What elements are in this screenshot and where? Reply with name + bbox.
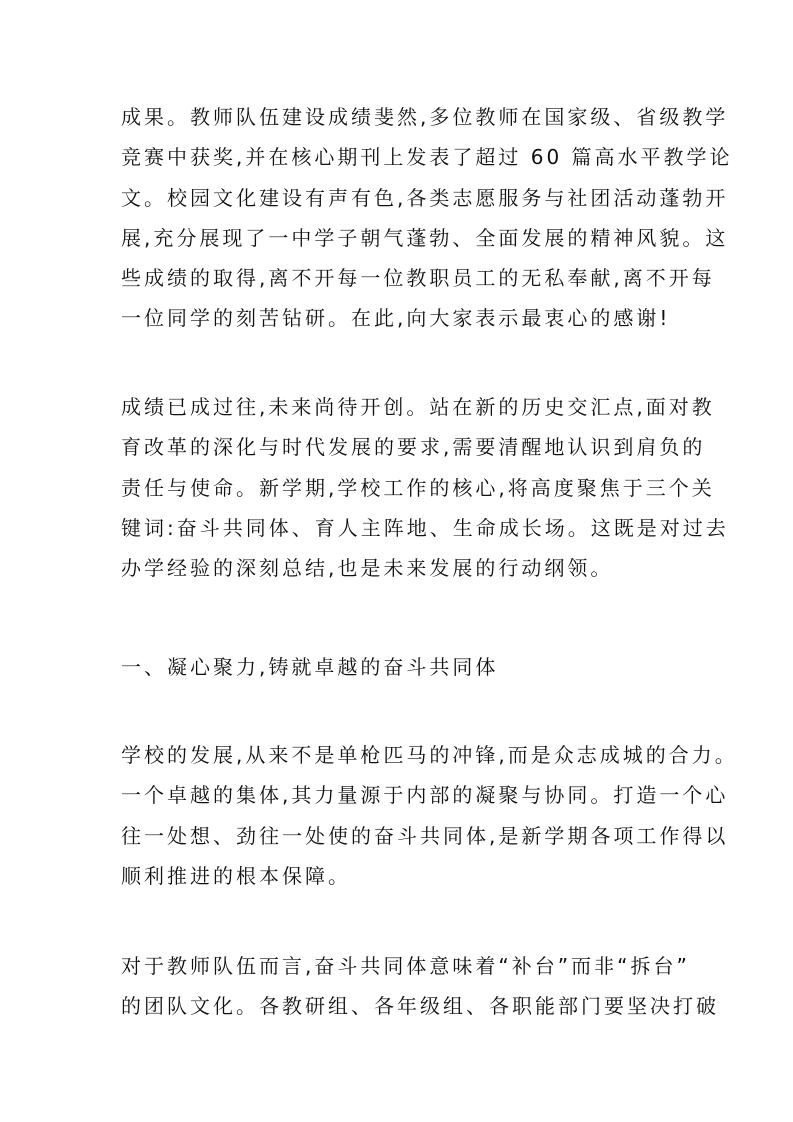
text-line: 些成绩的取得,离不开每一位教职员工的无私奉献,离不开每 — [121, 266, 715, 291]
section-heading — [121, 647, 673, 687]
text-line: 学校的发展,从来不是单枪匹马的冲锋,而是众志成城的合力。 — [121, 743, 738, 767]
paragraph-achievements — [121, 97, 733, 339]
text-line: 办学经验的深刻总结,也是未来发展的行动纲领。 — [121, 556, 614, 581]
text-line: 往一处想、劲往一处使的奋斗共同体,是新学期各项工作得以 — [121, 823, 729, 848]
text-line: 责任与使命。新学期,学校工作的核心,将高度聚焦于三个关 — [121, 475, 715, 500]
text-line: 竞赛中获奖,并在核心期刊上发表了超过 60 篇高水平教学论 — [121, 145, 733, 170]
text-line: 键词:奋斗共同体、育人主阵地、生命成长场。这既是对过去 — [121, 515, 729, 540]
paragraph-teachers — [121, 946, 719, 1027]
text-line: 一位同学的刻苦钻研。在此,向大家表示最衷心的感谢! — [121, 306, 671, 331]
text-line: 一个卓越的集体,其力量源于内部的凝聚与协同。打造一个心 — [121, 783, 729, 808]
text-line: 育改革的深化与时代发展的要求,需要清醒地认识到肩负的 — [121, 435, 706, 460]
text-line: 的团队文化。各教研组、各年级组、各职能部门要坚决打破 — [121, 994, 719, 1019]
text-line: 对于教师队伍而言,奋斗共同体意味着“补台”而非“拆台” — [121, 954, 690, 978]
text-line: 顺利推进的根本保障。 — [121, 863, 351, 888]
paragraph-community — [121, 735, 738, 896]
text-line: 文。校园文化建设有声有色,各类志愿服务与社团活动蓬勃开 — [121, 185, 729, 210]
paragraph-future — [121, 387, 729, 588]
text-line: 成果。教师队伍建设成绩斐然,多位教师在国家级、省级教学 — [121, 105, 729, 129]
heading-text: 一、凝心聚力,铸就卓越的奋斗共同体 — [121, 655, 499, 679]
text-line: 成绩已成过往,未来尚待开创。站在新的历史交汇点,面对教 — [121, 395, 715, 419]
text-line: 展,充分展现了一中学子朝气蓬勃、全面发展的精神风貌。这 — [121, 225, 729, 250]
